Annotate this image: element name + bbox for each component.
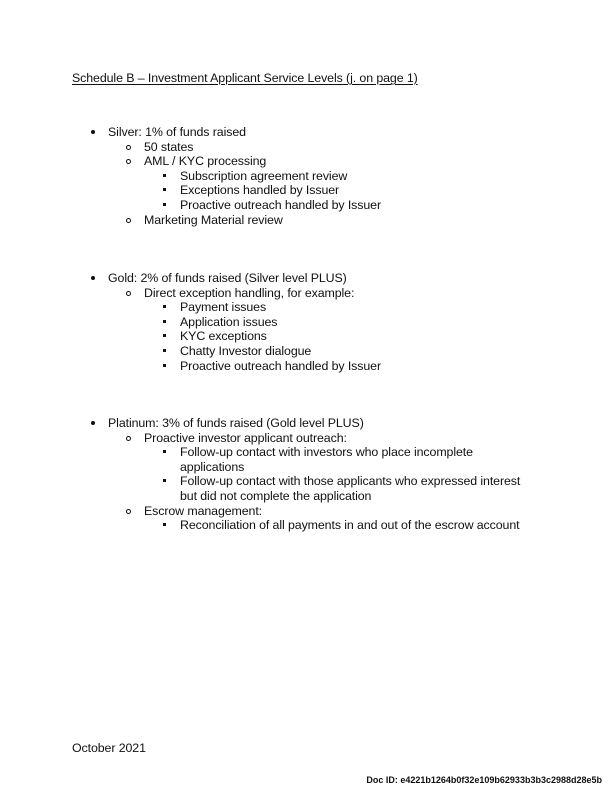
service-label: Proactive investor applicant outreach:	[144, 430, 347, 445]
detail-item: Follow-up contact with those applicants who expressed interest but did not complete the application	[160, 474, 525, 503]
service-label: Marketing Material review	[144, 212, 283, 227]
service-item	[124, 431, 538, 504]
service-list	[124, 286, 538, 374]
service-item	[124, 140, 538, 155]
detail-item: Subscription agreement review	[160, 169, 538, 184]
tier-label: Silver: 1% of funds raised	[108, 125, 246, 139]
footer-date: October 2021	[72, 741, 146, 755]
service-label: 50 states	[144, 139, 194, 154]
detail-item: Payment issues	[160, 300, 538, 315]
detail-list	[160, 300, 538, 373]
service-label: Escrow management:	[144, 503, 263, 518]
detail-item: Reconciliation of all payments in and out of the escrow account	[160, 518, 538, 533]
doc-id: Doc ID: e4221b1264b0f32e109b62933b3b3c2988d28e5b	[366, 775, 602, 785]
tier-list	[88, 125, 538, 227]
tier-gold-section	[88, 271, 538, 373]
detail-item: Application issues	[160, 315, 538, 330]
service-item	[124, 213, 538, 228]
detail-list	[160, 169, 538, 213]
service-item	[124, 154, 538, 212]
tier-item-silver	[88, 125, 538, 227]
service-list	[124, 140, 538, 228]
tier-label: Gold: 2% of funds raised (Silver level PLUS)	[108, 271, 347, 285]
service-item	[124, 286, 538, 374]
detail-item: Proactive outreach handled by Issuer	[160, 198, 538, 213]
tier-label: Platinum: 3% of funds raised (Gold level PLUS)	[108, 416, 364, 430]
service-label: Direct exception handling, for example:	[144, 285, 355, 300]
detail-item: Follow-up contact with investors who place incomplete applications	[160, 445, 498, 474]
detail-list	[160, 518, 538, 533]
tier-list	[88, 416, 538, 533]
service-item	[124, 504, 538, 533]
tier-platinum-section	[88, 416, 538, 533]
detail-item: Chatty Investor dialogue	[160, 344, 538, 359]
tier-item-platinum	[88, 416, 538, 533]
detail-item: Proactive outreach handled by Issuer	[160, 359, 538, 374]
service-label: AML / KYC processing	[144, 154, 267, 169]
service-list	[124, 431, 538, 533]
detail-item: Exceptions handled by Issuer	[160, 183, 538, 198]
page-title: Schedule B – Investment Applicant Service Levels (j. on page 1)	[72, 71, 418, 85]
detail-list	[160, 445, 538, 503]
detail-item: KYC exceptions	[160, 329, 538, 344]
tier-list	[88, 271, 538, 373]
tier-item-gold	[88, 271, 538, 373]
tier-silver-section	[88, 125, 538, 227]
